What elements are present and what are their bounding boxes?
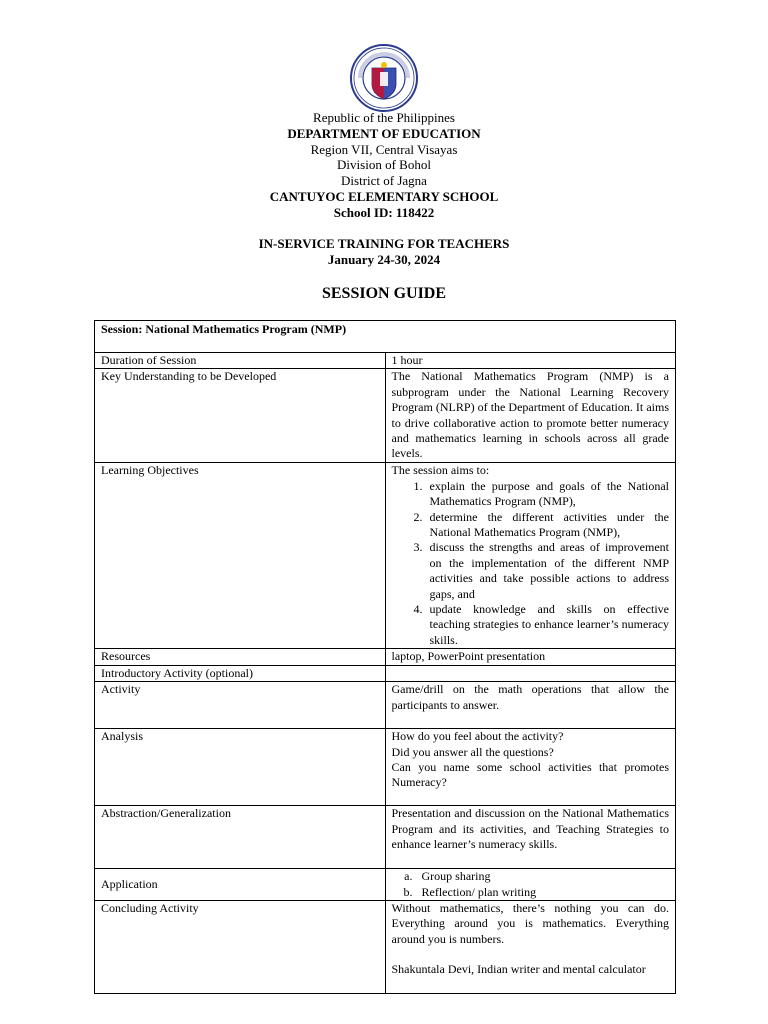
deped-seal-logo (350, 44, 418, 112)
resources-row (95, 649, 676, 665)
activity-label: Activity (95, 682, 386, 729)
objective-item: 1. explain the purpose and goals of the National Mathematics Program (NMP), (426, 479, 670, 510)
key-understanding-label: Key Understanding to be Developed (95, 369, 386, 463)
document-header (0, 110, 768, 221)
objective-item: 2. determine the different activities under the National Mathematics Program (NMP), (426, 510, 670, 541)
analysis-cell (385, 729, 676, 806)
quote-author: Shakuntala Devi, Indian writer and mental calculator (391, 962, 646, 977)
analysis-question: How do you feel about the activity? (391, 729, 564, 744)
learning-objectives-label: Learning Objectives (95, 463, 386, 649)
application-item: b. Reflection/ plan writing (416, 885, 670, 900)
resources-value: laptop, PowerPoint presentation (385, 649, 676, 665)
session-row (95, 321, 676, 353)
analysis-question: Can you name some school activities that promotes Numeracy? (391, 759, 669, 790)
republic-line: Republic of the Philippines (313, 110, 455, 125)
abstraction-label: Abstraction/Generalization (95, 806, 386, 869)
duration-row (95, 353, 676, 369)
district-line: District of Jagna (341, 173, 427, 189)
application-cell (385, 869, 676, 901)
abstraction-value: Presentation and discussion on the National Mathematics Program and its activities, and Teaching Strategies to enhance learner’s numeracy skills. (385, 806, 676, 869)
application-label: Application (95, 869, 386, 901)
training-title: IN-SERVICE TRAINING FOR TEACHERS (258, 236, 510, 251)
school-id: School ID: 118422 (333, 204, 435, 220)
school-name: CANTUYOC ELEMENTARY SCHOOL (269, 188, 499, 204)
application-list (392, 869, 670, 900)
concluding-activity-cell (385, 900, 676, 993)
application-item: a. Group sharing (416, 869, 670, 884)
department-line: DEPARTMENT OF EDUCATION (287, 125, 481, 141)
activity-value: Game/drill on the math operations that allow the participants to answer. (385, 682, 676, 729)
introductory-activity-row (95, 665, 676, 681)
training-heading (0, 236, 768, 268)
objectives-list (392, 479, 670, 648)
session-guide-table (94, 320, 676, 994)
learning-objectives-cell (385, 463, 676, 649)
region-line: Region VII, Central Visayas (310, 141, 458, 157)
session-guide-title: SESSION GUIDE (321, 285, 447, 302)
application-row (95, 869, 676, 901)
activity-row (95, 682, 676, 729)
learning-objectives-row (95, 463, 676, 649)
abstraction-row (95, 806, 676, 869)
concluding-activity-label: Concluding Activity (95, 900, 386, 993)
analysis-question: Did you answer all the questions? (391, 744, 554, 759)
duration-value: 1 hour (385, 353, 676, 369)
objective-item: 3. discuss the strengths and areas of improvement on the implementation of the different NMP activities and take possible actions to address gaps, and (426, 540, 670, 602)
division-line: Division of Bohol (337, 157, 431, 173)
analysis-row (95, 729, 676, 806)
key-understanding-row (95, 369, 676, 463)
duration-label: Duration of Session (95, 353, 386, 369)
training-dates: January 24-30, 2024 (327, 251, 441, 267)
key-understanding-value: The National Mathematics Program (NMP) is a subprogram under the National Learning Recovery Program (NLRP) of the Department of Education. It aims to drive collaborative action to promote better numeracy and mathematics learning in schools across all grade levels. (385, 369, 676, 463)
resources-label: Resources (95, 649, 386, 665)
concluding-activity-row (95, 900, 676, 993)
session-title: Session: National Mathematics Program (NMP) (95, 321, 676, 353)
introductory-activity-value (385, 665, 676, 681)
objectives-intro: The session aims to: (391, 463, 490, 478)
concluding-quote: Without mathematics, there’s nothing you can do. Everything around you is mathematics. Everything around you is numbers. (391, 900, 669, 946)
introductory-activity-label: Introductory Activity (optional) (95, 665, 386, 681)
objective-item: 4. update knowledge and skills on effective teaching strategies to enhance learner’s numeracy skills. (426, 602, 670, 648)
analysis-label: Analysis (95, 729, 386, 806)
